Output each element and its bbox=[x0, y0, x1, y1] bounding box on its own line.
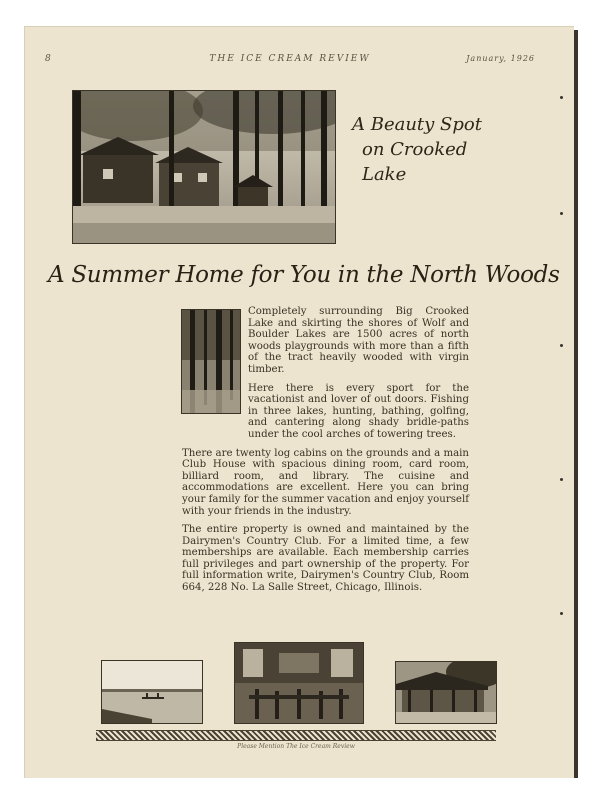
paragraph-3: There are twenty log cabins on the grounds and a main Club House with spacious dining room, card room, billiard room, and library. The cuisine and accommodations are excellent. Here you can bring your family for the summer vacation and enjoy yourself with your friends in the industry. bbox=[182, 447, 469, 517]
cabin-photo bbox=[72, 90, 336, 244]
decorative-border bbox=[96, 730, 496, 741]
lodge-porch-photo bbox=[395, 661, 497, 724]
binding-mark bbox=[560, 612, 563, 615]
footer-note: Please Mention The Ice Cream Review bbox=[237, 743, 355, 750]
binding-mark bbox=[560, 96, 563, 99]
lake-pier-photo bbox=[101, 660, 203, 724]
publication-title: THE ICE CREAM REVIEW bbox=[209, 54, 371, 64]
page-edge-shadow bbox=[574, 30, 578, 778]
paragraph-1: Completely surrounding Big Crooked Lake and skirting the shores of Wolf and Boulder Lakes are 1500 acres of north woods playgrounds with more than a fifth of the tract heavily wooded with virgin timber. bbox=[248, 306, 469, 375]
headline: A Summer Home for You in the North Woods bbox=[48, 262, 560, 288]
paragraph-4: The entire property is owned and maintained by the Dairymen's Country Club. For a limited time, a few memberships are available. Each membership carries full privileges and part ownership of the property. For full information write, Dairymen's Country Club, Room 664, 228 No. La Salle Street, Chicago, Illinois. bbox=[182, 524, 469, 594]
binding-mark bbox=[560, 344, 563, 347]
club-interior-photo bbox=[234, 642, 364, 724]
page-number: 8 bbox=[45, 54, 52, 64]
tagline-line-2: on Crooked Lake bbox=[362, 139, 468, 185]
issue-date: January, 1926 bbox=[466, 54, 535, 63]
tagline-line-1: A Beauty Spot bbox=[352, 114, 482, 135]
paragraph-2: Here there is every sport for the vacationist and lover of out doors. Fishing in three lakes, hunting, bathing, golfing, and cantering along shady bridle-paths under the cool arches of towering trees. bbox=[248, 382, 469, 440]
tagline bbox=[352, 112, 512, 187]
article-body bbox=[182, 306, 469, 601]
running-header bbox=[45, 54, 535, 70]
binding-mark bbox=[560, 212, 563, 215]
binding-mark bbox=[560, 478, 563, 481]
